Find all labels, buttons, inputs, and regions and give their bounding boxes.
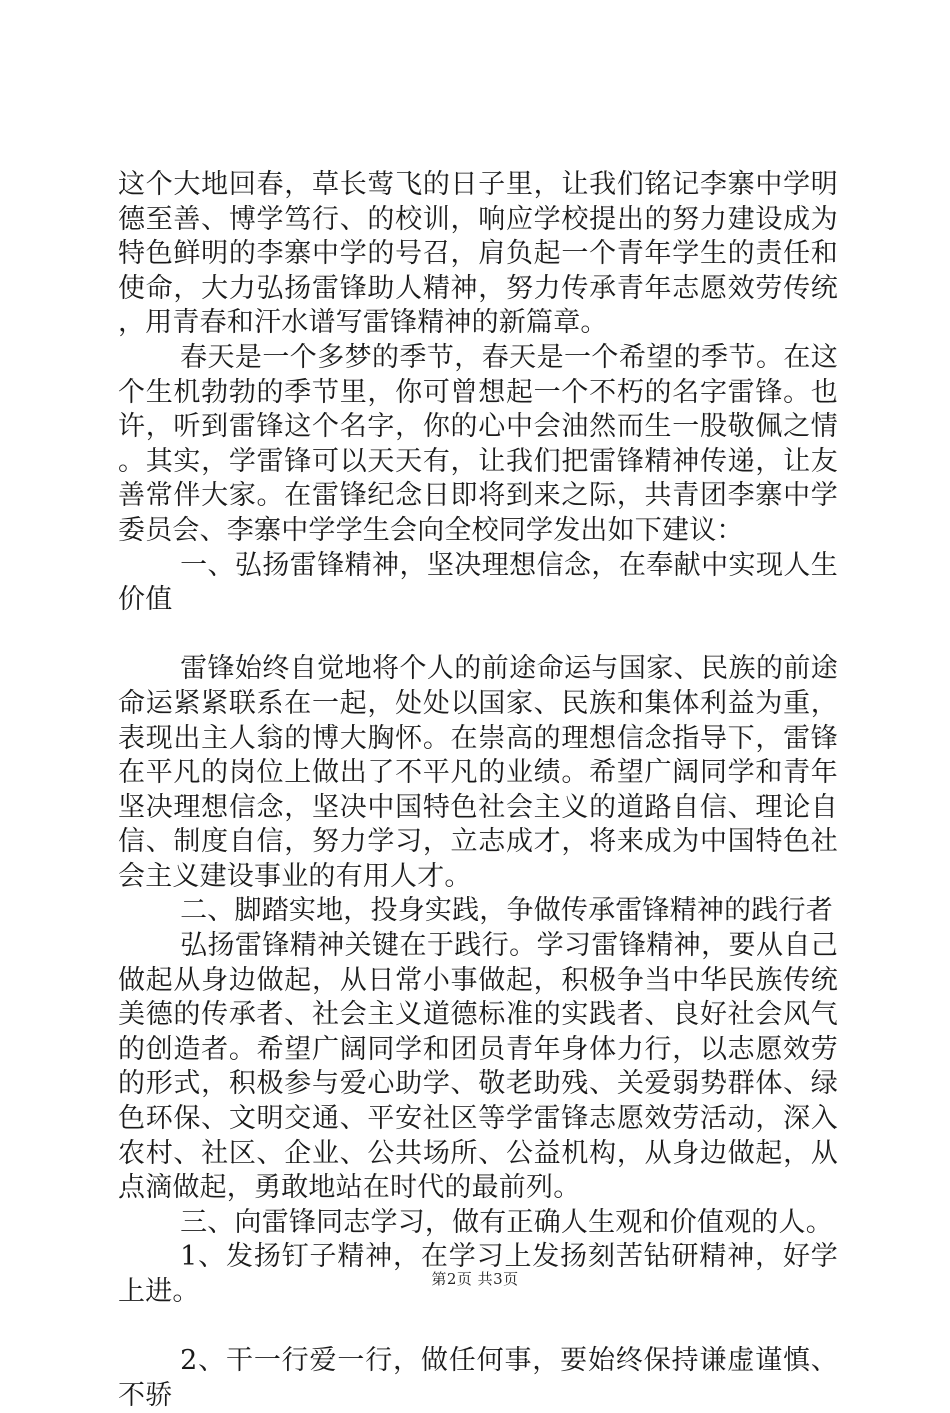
paragraph-section-two: 弘扬雷锋精神关键在于践行。学习雷锋精神，要从自己做起从身边做起，从日常小事做起，积极争当中华民族传统美德的传承者、社会主义道德标准的实践者、良好社会风气的创造者。希望广阔同学和团员青年身体力行，以志愿效劳的形式，积极参与爱心助学、敬老助残、关爱弱势群体、绿色环保、文明交通、平安社区等学雷锋志愿效劳活动，深入农村、社区、企业、公共场所、公益机构，从身边做起，从点滴做起，勇敢地站在时代的最前列。 [118,930,838,1204]
list-item-one: 1、发扬钉子精神，在学习上发扬刻苦钻研精神，好学上进。 [118,1241,838,1307]
heading-section-three: 三、向雷锋同志学习，做有正确人生观和价值观的人。 [180,1206,833,1238]
page-footer: 第2页 共3页 [431,1270,519,1288]
paragraph-spring: 春天是一个多梦的季节，春天是一个希望的季节。在这个生机勃勃的季节里，你可曾想起一个不朽的名字雷锋。也许，听到雷锋这个名字，你的心中会油然而生一股敬佩之情。其实，学雷锋可以天天有，让我们把雷锋精神传递，让友善常伴大家。在雷锋纪念日即将到来之际，共青团李寨中学委员会、李寨中学学生会向全校同学发出如下建议： [118,341,838,546]
heading-section-one: 一、弘扬雷锋精神，坚决理想信念，在奉献中实现人生价值 [118,549,838,616]
document-body [118,168,838,1413]
heading-section-two: 二、脚踏实地，投身实践，争做传承雷锋精神的践行者 [180,895,833,927]
paragraph-intro: 这个大地回春，草长莺飞的日子里，让我们铭记李寨中学明德至善、博学笃行、的校训，响应学校提出的努力建设成为特色鲜明的李寨中学的号召，肩负起一个青年学生的责任和使命，大力弘扬雷锋助人精神，努力传承青年志愿效劳传统，用青春和汗水谱写雷锋精神的新篇章。 [118,169,838,339]
paragraph-section-one: 雷锋始终自觉地将个人的前途命运与国家、民族的前途命运紧紧联系在一起，处处以国家、民族和集体利益为重，表现出主人翁的博大胸怀。在崇高的理想信念指导下，雷锋在平凡的岗位上做出了不平凡的业绩。希望广阔同学和青年坚决理想信念，坚决中国特色社会主义的道路自信、理论自信、制度自信，努力学习，立志成才，将来成为中国特色社会主义建设事业的有用人才。 [118,653,838,892]
list-item-two: 2、干一行爱一行，做任何事，要始终保持谦虚谨慎、不骄 [118,1345,838,1411]
